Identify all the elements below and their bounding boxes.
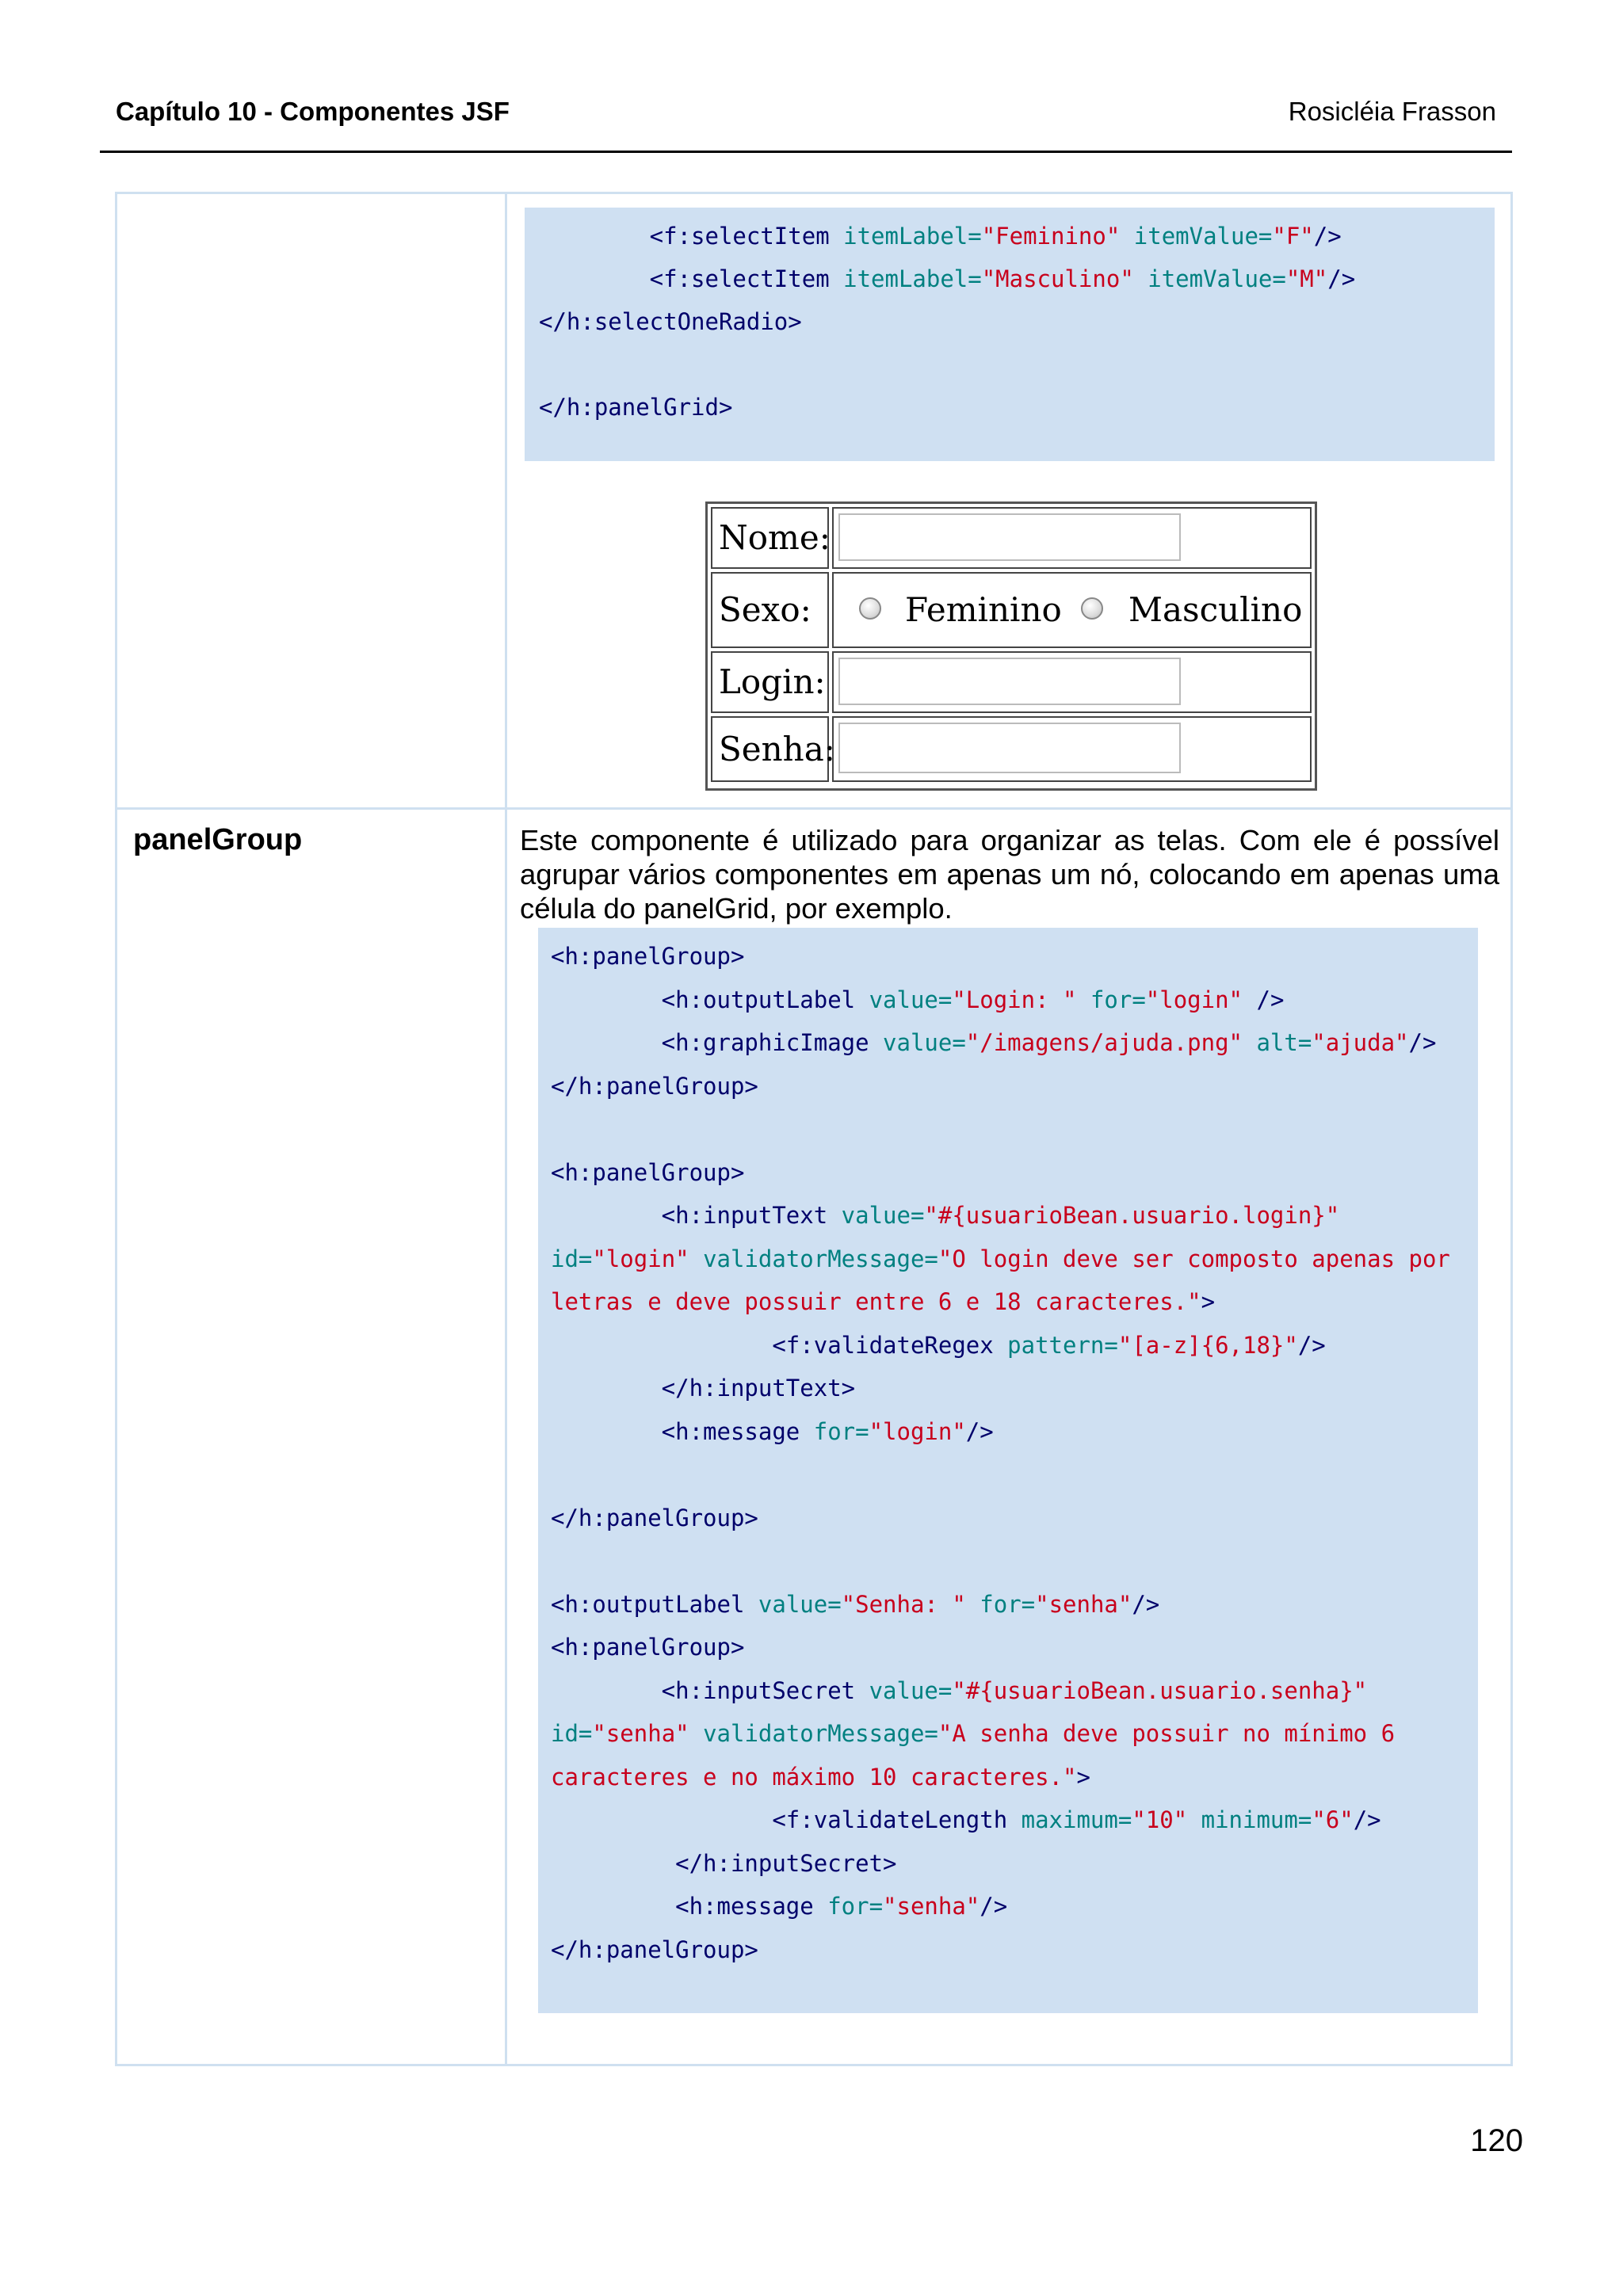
code-token: itemLabel= [843, 265, 982, 292]
code-line [551, 1157, 744, 1188]
code-line [551, 1027, 1436, 1058]
code-line [539, 220, 1342, 252]
code-line [551, 1589, 1159, 1620]
code-token: "login" [869, 1417, 966, 1445]
code-token: value= [841, 1202, 925, 1229]
code-line [551, 1329, 1326, 1361]
code-token: minimum= [1201, 1806, 1312, 1833]
code-token: <h:inputSecret [551, 1676, 869, 1704]
senha-input-cell [832, 716, 1312, 782]
code-token: "ajuda" [1312, 1029, 1409, 1056]
code-token: <h:message [551, 1893, 828, 1920]
code-token: "senha" [883, 1893, 980, 1920]
code-token: /> [1353, 1806, 1381, 1833]
code-line [551, 1199, 1339, 1231]
code-line [551, 1675, 1367, 1707]
code-token: for= [1090, 986, 1146, 1013]
code-line [551, 1761, 1090, 1793]
code-token: </h:panelGrid> [539, 394, 733, 421]
code-line [551, 1804, 1381, 1836]
code-token: pattern= [1007, 1331, 1118, 1359]
code-token: /> [1132, 1590, 1160, 1618]
code-line [551, 1502, 758, 1534]
nome-input[interactable] [838, 513, 1181, 561]
code-token: letras e deve possuir entre 6 e 18 caracteres." [551, 1288, 1201, 1315]
senha-label: Senha: [719, 730, 835, 769]
author-name: Rosicléia Frasson [1288, 97, 1496, 126]
code-token: > [1076, 1763, 1090, 1791]
code-token: "senha" [1035, 1590, 1132, 1618]
code-token: /> [965, 1417, 994, 1445]
nome-input-cell [832, 507, 1312, 569]
login-label: Login: [719, 662, 826, 701]
code-line [551, 940, 744, 972]
code-token: <h:message [551, 1417, 814, 1445]
code-token: "Senha: " [841, 1590, 980, 1618]
code-block-panelgroup [538, 928, 1478, 2013]
code-line [551, 984, 1284, 1016]
code-line [551, 1718, 1395, 1749]
login-input[interactable] [838, 658, 1181, 705]
code-token: <h:outputLabel [551, 986, 869, 1013]
code-token: for= [827, 1893, 884, 1920]
code-token: for= [813, 1417, 869, 1445]
code-line [539, 391, 732, 423]
code-token: "#{usuarioBean.usuario.login}" [924, 1202, 1340, 1229]
sexo-label: Sexo: [719, 590, 812, 629]
code-token: maximum= [1021, 1806, 1132, 1833]
component-table [115, 192, 1513, 2066]
nome-label: Nome: [719, 518, 831, 557]
code-token: </h:panelGroup> [551, 1072, 758, 1100]
code-token: id= [551, 1720, 593, 1747]
code-token: "#{usuarioBean.usuario.senha}" [952, 1676, 1368, 1704]
page-number: 120 [1470, 2123, 1523, 2158]
chapter-title: Capítulo 10 - Componentes JSF [116, 97, 510, 126]
code-line [551, 1631, 744, 1663]
code-token: "6" [1312, 1806, 1354, 1833]
code-line [551, 1416, 994, 1447]
code-block-panelgrid-end [525, 208, 1495, 461]
code-line [539, 263, 1355, 295]
code-token: "A senha deve possuir no mínimo 6 [938, 1720, 1396, 1747]
code-token: value= [869, 1676, 953, 1704]
code-token: value= [869, 986, 953, 1013]
code-token: </h:panelGroup> [551, 1936, 758, 1963]
code-token: "O login deve ser composto apenas por [938, 1245, 1450, 1272]
code-token: /> [1327, 265, 1356, 292]
code-token: "Feminino" [981, 223, 1134, 250]
code-line [551, 1934, 758, 1966]
code-token: "login" [592, 1245, 704, 1272]
code-token: "Masculino" [981, 265, 1148, 292]
masculino-label: Masculino [1128, 590, 1303, 629]
senha-input[interactable] [838, 723, 1181, 773]
code-token: itemValue= [1133, 223, 1273, 250]
code-token: for= [980, 1590, 1036, 1618]
code-line [551, 1372, 855, 1404]
code-token: /> [980, 1893, 1008, 1920]
code-token: "[a-z]{6,18}" [1117, 1331, 1298, 1359]
login-label-cell [711, 651, 829, 713]
code-token: "Login: " [952, 986, 1090, 1013]
code-token: value= [883, 1029, 966, 1056]
code-token: </h:selectOneRadio> [539, 308, 802, 335]
code-token: validatorMessage= [703, 1245, 938, 1272]
code-token: <h:outputLabel [551, 1590, 758, 1618]
code-token: <f:selectItem [539, 265, 844, 292]
code-line [551, 1243, 1450, 1275]
code-token: <h:panelGroup> [551, 1634, 745, 1661]
code-line [551, 1286, 1215, 1318]
code-token: /> [1408, 1029, 1437, 1056]
code-token: "M" [1285, 265, 1328, 292]
code-token: value= [758, 1590, 842, 1618]
code-line [551, 1890, 1007, 1922]
login-input-cell [832, 651, 1312, 713]
form-demo-image [705, 502, 1317, 791]
code-token: caracteres e no máximo 10 caracteres." [551, 1763, 1077, 1791]
senha-label-cell [711, 716, 835, 782]
sexo-options-cell [832, 572, 1312, 648]
nome-label-cell [711, 507, 829, 569]
panelgroup-term: panelGroup [133, 823, 303, 856]
code-token: "senha" [592, 1720, 704, 1747]
code-token: id= [551, 1245, 593, 1272]
code-token: </h:panelGroup> [551, 1504, 758, 1531]
code-token: alt= [1256, 1029, 1312, 1056]
code-token: <f:validateRegex [551, 1331, 1008, 1359]
code-token: /> [1256, 986, 1285, 1013]
code-token: <h:graphicImage [551, 1029, 884, 1056]
sexo-label-cell [711, 572, 829, 648]
row-divider [117, 807, 1510, 810]
code-token: itemLabel= [843, 223, 982, 250]
code-token: <h:inputText [551, 1202, 842, 1229]
page-header [100, 0, 1512, 153]
code-line [539, 306, 802, 338]
panelgroup-description: Este componente é utilizado para organizar as telas. Com ele é possível agrupar vários componentes em apenas um nó, colocando em apenas uma célula do panelGrid, por exemplo. [520, 824, 1499, 925]
code-line [551, 1070, 758, 1102]
code-token: /> [1313, 223, 1342, 250]
code-token: <h:panelGroup> [551, 1158, 745, 1186]
code-token: > [1201, 1288, 1216, 1315]
code-token: "F" [1272, 223, 1314, 250]
masculino-radio[interactable] [1081, 597, 1103, 620]
code-token: <h:panelGroup> [551, 943, 745, 970]
code-line [551, 1848, 897, 1879]
code-token: "/imagens/ajuda.png" [965, 1029, 1257, 1056]
code-token: <f:selectItem [539, 223, 844, 250]
code-token: validatorMessage= [703, 1720, 938, 1747]
column-divider [505, 194, 507, 2064]
code-token: <f:validateLength [551, 1806, 1022, 1833]
code-token: /> [1297, 1331, 1326, 1359]
feminino-label: Feminino [905, 590, 1062, 629]
code-token: itemValue= [1148, 265, 1286, 292]
code-token: "login" [1145, 986, 1257, 1013]
code-token: </h:inputText> [551, 1375, 856, 1402]
code-token: </h:inputSecret> [551, 1849, 897, 1877]
code-token: "10" [1132, 1806, 1201, 1833]
feminino-radio[interactable] [859, 597, 881, 620]
